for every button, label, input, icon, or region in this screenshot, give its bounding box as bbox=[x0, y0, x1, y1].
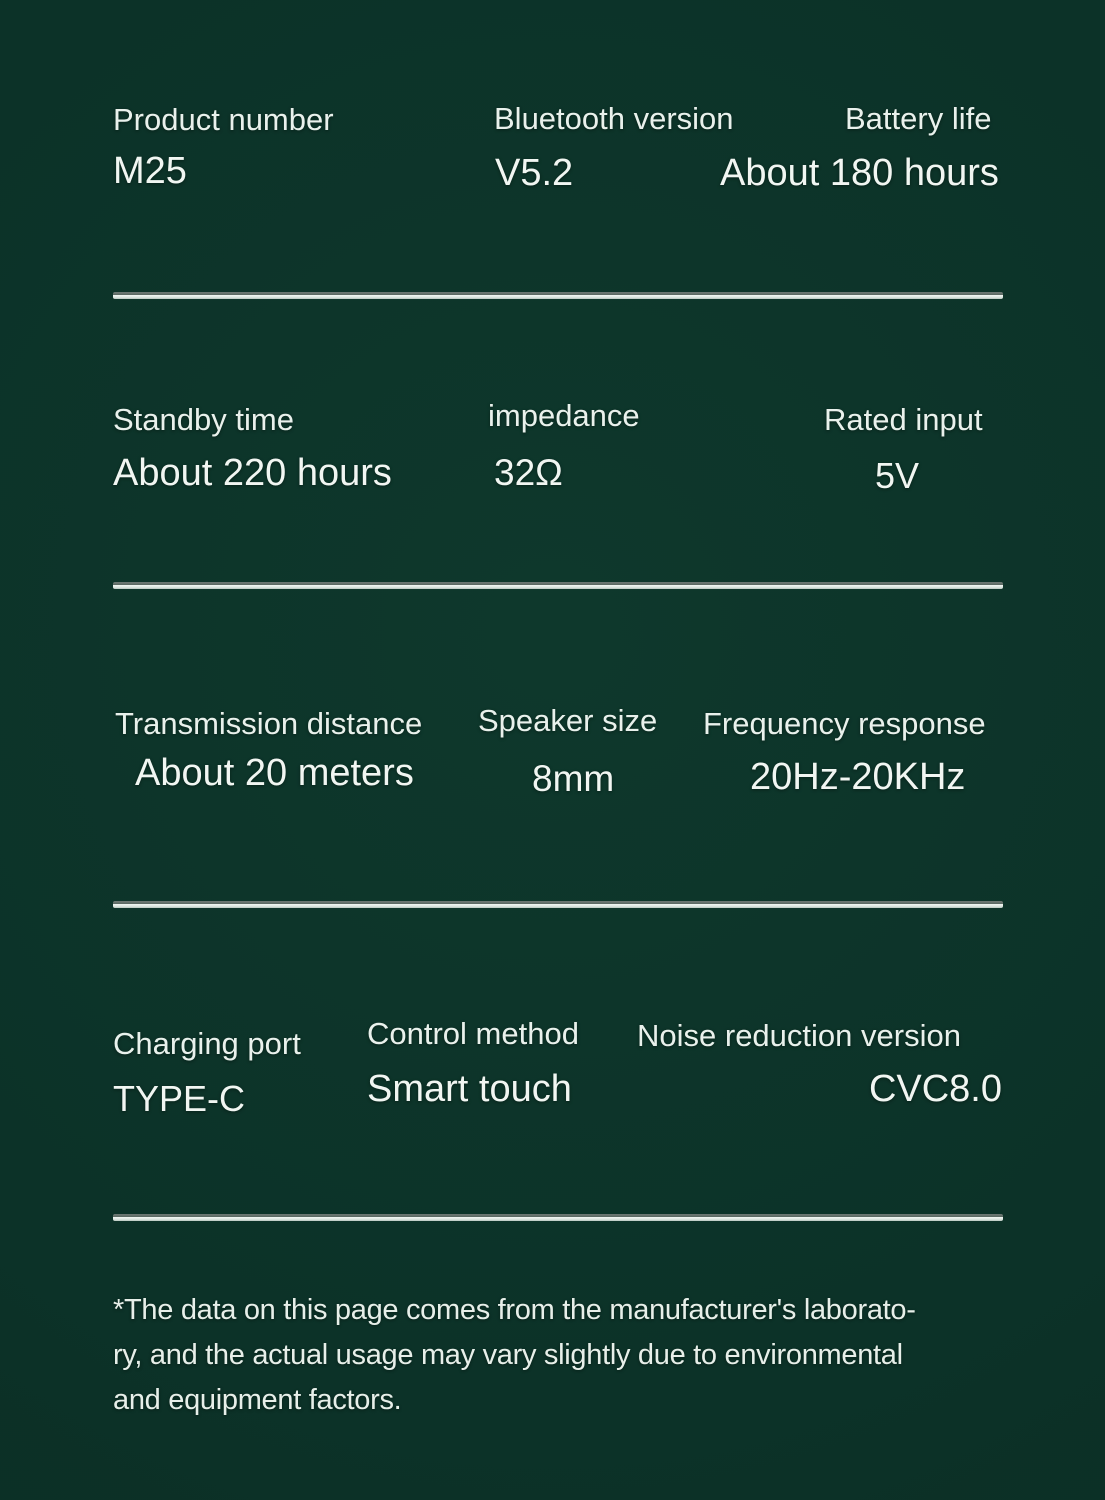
spec-label-rated-input: Rated input bbox=[824, 402, 983, 437]
spec-value-product-number: M25 bbox=[113, 150, 187, 192]
spec-value-transmission-distance: About 20 meters bbox=[135, 752, 414, 794]
spec-label-battery-life: Battery life bbox=[845, 101, 992, 136]
divider bbox=[113, 1214, 1003, 1221]
disclaimer-note bbox=[113, 1288, 916, 1423]
spec-value-rated-input: 5V bbox=[875, 455, 920, 496]
divider bbox=[113, 582, 1003, 589]
disclaimer-line: *The data on this page comes from the manufacturer's laborato- bbox=[113, 1294, 916, 1326]
spec-value-charging-port: TYPE-C bbox=[113, 1078, 246, 1119]
disclaimer-line: and equipment factors. bbox=[113, 1384, 402, 1416]
spec-value-standby-time: About 220 hours bbox=[113, 452, 392, 494]
spec-value-battery-life: About 180 hours bbox=[720, 152, 999, 194]
spec-label-frequency-response: Frequency response bbox=[703, 706, 986, 741]
spec-label-bluetooth-version: Bluetooth version bbox=[494, 101, 734, 136]
spec-label-noise-reduction-version: Noise reduction version bbox=[637, 1018, 961, 1053]
disclaimer-line: ry, and the actual usage may vary slightly due to environmental bbox=[113, 1339, 903, 1371]
divider bbox=[113, 901, 1003, 908]
spec-value-bluetooth-version: V5.2 bbox=[495, 152, 574, 194]
spec-label-standby-time: Standby time bbox=[113, 402, 294, 437]
divider bbox=[113, 292, 1003, 299]
spec-label-product-number: Product number bbox=[113, 102, 334, 137]
spec-label-charging-port: Charging port bbox=[113, 1026, 301, 1061]
spec-label-impedance: impedance bbox=[488, 398, 640, 433]
spec-value-frequency-response: 20Hz-20KHz bbox=[750, 756, 966, 798]
spec-value-impedance: 32Ω bbox=[494, 452, 563, 493]
spec-value-noise-reduction-version: CVC8.0 bbox=[868, 1068, 1002, 1110]
spec-value-speaker-size: 8mm bbox=[532, 758, 615, 799]
spec-value-control-method: Smart touch bbox=[367, 1068, 572, 1110]
spec-label-transmission-distance: Transmission distance bbox=[115, 706, 423, 741]
spec-label-speaker-size: Speaker size bbox=[478, 703, 658, 738]
spec-label-control-method: Control method bbox=[367, 1016, 579, 1051]
